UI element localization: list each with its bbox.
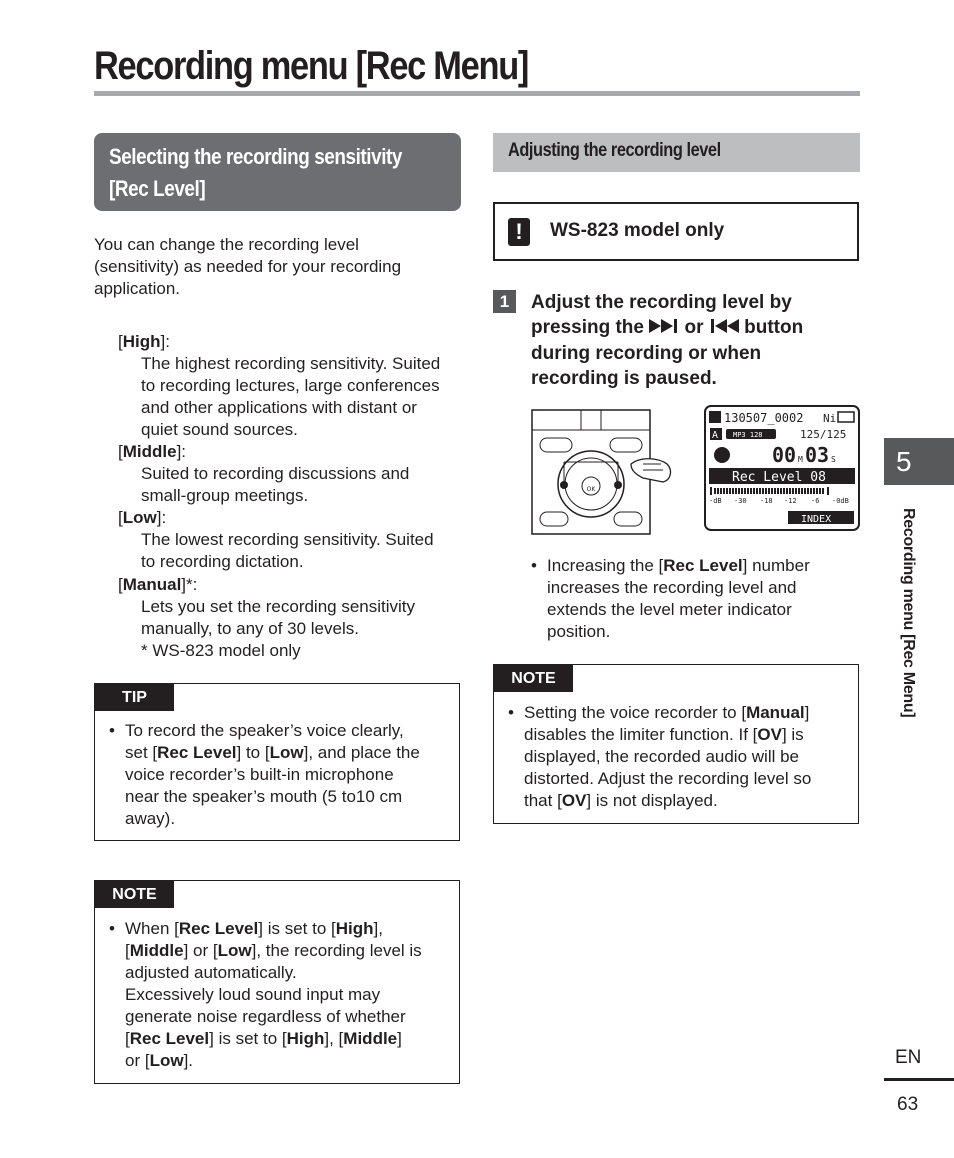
option-term-middle: [Middle]: bbox=[118, 442, 187, 461]
lcd-time-sec: 03 bbox=[805, 443, 830, 467]
svg-text:M: M bbox=[798, 455, 803, 464]
sub-heading bbox=[493, 133, 860, 172]
next-button-icon bbox=[649, 316, 679, 341]
previous-button-icon bbox=[709, 316, 739, 341]
lcd-format: MP3 128 bbox=[733, 431, 763, 439]
lcd-index: INDEX bbox=[801, 514, 832, 525]
lcd-time-min: 00 bbox=[772, 443, 797, 467]
svg-text:-dB: -dB bbox=[709, 497, 722, 505]
page-number: 63 bbox=[897, 1094, 919, 1115]
option-term-manual: [Manual]*: bbox=[118, 575, 198, 594]
intro-line: You can change the recording level bbox=[94, 235, 359, 254]
note-bullet: • Setting the voice recorder to [Manual] disables the limiter function. If [OV] is displayed, the recorded audio will be distorted. Adjust the recording level so that [OV] is not displayed. bbox=[508, 703, 812, 810]
svg-text:-12: -12 bbox=[784, 497, 797, 505]
level-meter bbox=[710, 487, 829, 495]
chapter-tab: 5 bbox=[884, 438, 954, 485]
svg-text:-0dB: -0dB bbox=[832, 497, 849, 505]
lcd-rec-level: Rec Level 08 bbox=[732, 470, 826, 485]
note-box-left bbox=[94, 880, 460, 1084]
intro-paragraph bbox=[94, 234, 454, 300]
side-chapter-label: Recording menu [Rec Menu] bbox=[900, 508, 917, 718]
intro-line: (sensitivity) as needed for your recording bbox=[94, 257, 402, 276]
note-tag: NOTE bbox=[95, 881, 174, 908]
option-desc-manual: Lets you set the recording sensitivity manually, to any of 30 levels. * WS-823 model only bbox=[141, 597, 416, 660]
step-number: 1 bbox=[493, 290, 516, 313]
lcd-ni: Ni bbox=[823, 412, 837, 425]
sub-heading-text: Adjusting the recording level bbox=[508, 140, 721, 161]
tip-box bbox=[94, 683, 460, 841]
title-rule bbox=[94, 91, 860, 96]
option-desc-low: The lowest recording sensitivity. Suited to recording dictation. bbox=[141, 530, 434, 571]
rec-level-bullet: • Increasing the [Rec Level] number increases the recording level and extends the level meter indicator position. bbox=[531, 556, 810, 641]
lcd-file-count: 125/125 bbox=[800, 428, 847, 441]
footer-rule bbox=[884, 1078, 954, 1081]
intro-line: application. bbox=[94, 279, 181, 298]
warning-icon: ! bbox=[508, 218, 530, 246]
note-bullet: • When [Rec Level] is set to [High], [Middle] or [Low], the recording level is adjusted automatically. Excessively loud sound input may generate noise regardless of whether [Rec Level] is set to [High], [Middle] or [Low]. bbox=[109, 919, 422, 1070]
note-tag: NOTE bbox=[494, 665, 573, 692]
language-label: EN bbox=[895, 1047, 922, 1068]
option-term-high: [High]: bbox=[118, 332, 170, 351]
svg-text:S: S bbox=[831, 455, 836, 464]
option-desc-high: The highest recording sensitivity. Suited to recording lectures, large conferences and other applications with distant or quiet sound sources. bbox=[141, 354, 441, 439]
section-heading-line2: [Rec Level] bbox=[109, 176, 206, 201]
tip-tag: TIP bbox=[95, 684, 174, 711]
section-heading bbox=[94, 133, 461, 211]
svg-text:-6: -6 bbox=[811, 497, 820, 505]
tip-bullet: • To record the speaker’s voice clearly, set [Rec Level] to [Low], and place the voice recorder’s built-in microphone near the speaker’s mouth (5 to10 cm away). bbox=[109, 721, 420, 828]
lcd-display-illustration bbox=[704, 405, 860, 531]
option-term-low: [Low]: bbox=[118, 508, 167, 527]
svg-text:-30: -30 bbox=[734, 497, 747, 505]
note-box-right bbox=[493, 664, 859, 824]
model-only-box bbox=[493, 202, 859, 261]
step-instruction: Adjust the recording level by pressing the or button during recording or when recording is paused. bbox=[531, 292, 804, 389]
section-heading-line1: Selecting the recording sensitivity bbox=[109, 144, 403, 169]
model-only-text: WS-823 model only bbox=[550, 220, 725, 241]
recorder-illustration bbox=[531, 408, 676, 536]
lcd-filename: 130507_0002 bbox=[724, 411, 804, 425]
option-desc-middle: Suited to recording discussions and small-group meetings. bbox=[141, 464, 410, 505]
svg-text:-18: -18 bbox=[760, 497, 773, 505]
svg-text:OK: OK bbox=[586, 486, 596, 493]
lcd-folder: A bbox=[712, 430, 719, 441]
page-title: Recording menu [Rec Menu] bbox=[94, 44, 529, 88]
